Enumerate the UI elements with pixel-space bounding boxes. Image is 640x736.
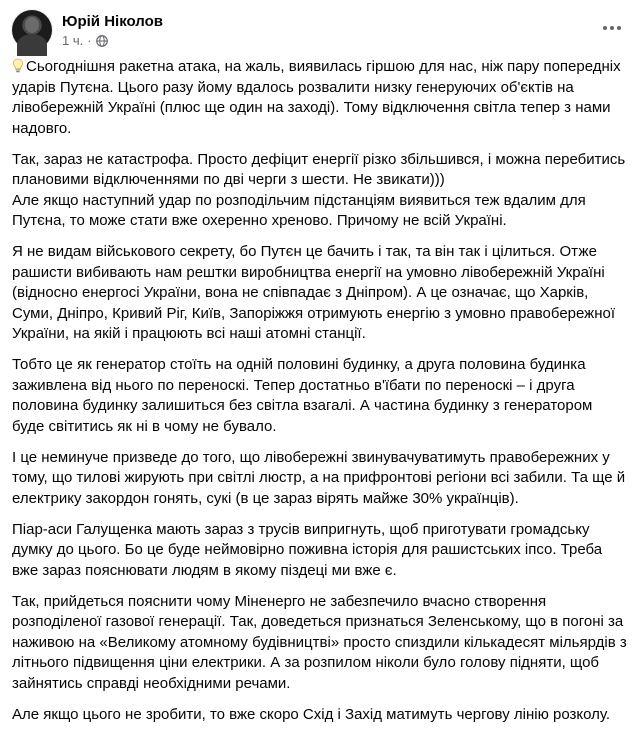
avatar-head-shape: [25, 17, 39, 33]
paragraph: Я не видам військового секрету, бо Путєн це бачить і так, та він так і цілиться. Отже рашисти вибивають нам рештки виробництва енергії на умовно лівобережній Україні (відносно енергосі України, вона не співпадає з Дніпром). А це означає, що Харків, Суми, Дніпро, Кривий Ріг, Київ, Запоріжжя отримують енергію з умовно правобережної України, на якій і працюють всі наші атомні станції.: [12, 243, 616, 342]
paragraph: Так, зараз не катастрофа. Просто дефіцит енергії різко збільшився, і можна перебитись плановими відключеннями по дві черги з шести. Не звикати))) Але якщо наступний удар по розподільчим підстанціям виявиться теж вдалим для Путєна, то може стати вже охеренно хреново. Причому не всій Україні.: [12, 150, 626, 229]
paragraph: Але якщо цього не зробити, то вже скоро Схід і Захід матимуть чергову лінію розколу.: [12, 705, 611, 723]
paragraph: Так, прийдеться пояснити чому Міненерго не забезпечило вчасно створення розподіленої газової генерації. Так, доведеться признаться Зеленському, що в погоні за наживою на «Великому атомному будівництві» просто спиздили кількадесят мільярдів з літнього підвищення ціни електрики. А за розпилом ніколи було голову підняти, щоб зайнятись справді необхідними речами.: [12, 592, 627, 692]
post-header: [12, 10, 628, 50]
author-name[interactable]: Юрій Ніколов: [62, 13, 164, 30]
post-meta: [62, 33, 108, 48]
author-avatar[interactable]: [12, 10, 52, 50]
globe-icon[interactable]: [96, 35, 108, 47]
paragraph: Піар-аси Галущенка мають зараз з трусів випригнуть, щоб приготувати громадську думку до цього. Бо це буде неймовірно поживна історія для рашистських іпсо. Треба вже зараз пояснювати людям в якому піздеці ми вже є.: [12, 520, 603, 579]
avatar-shoulders-shape: [17, 34, 47, 56]
post-body: [12, 57, 628, 736]
paragraph: Тобто це як генератор стоїть на одній половині будинку, а друга половина будинка заживлена від нього по переноскі. Тепер достатньо в'їбати по переноскі – і друга половина будинку залишиться без світла взагалі. А частина будинку з генератором буде світитись як ні в чому не бувало.: [12, 356, 593, 435]
paragraph: І це неминуче призведе до того, що лівобережні звинувачуватимуть правобережних у тому, що тилові жирують при світлі люстр, а на прифронтові регіони всі забили. Та ще й електрику закордон гонять, сукі (в це зараз вірять майже 30% українців).: [12, 448, 626, 507]
paragraph-text: Сьогоднішня ракетна атака, на жаль, виявилась гіршою для нас, ніж пару попередніх ударів Путєна. Цього разу йому вдалось розвалити низку генеруючих об'єктів на лівобережній Україні (плюс ще один на заході). Тому відключення світла тепер з нами надовго.: [12, 58, 621, 137]
paragraph: [12, 57, 628, 139]
meta-separator: ·: [87, 33, 92, 48]
post-time[interactable]: 1 ч.: [62, 33, 84, 48]
light-bulb-icon: [12, 58, 24, 73]
more-options-icon[interactable]: [600, 16, 624, 40]
